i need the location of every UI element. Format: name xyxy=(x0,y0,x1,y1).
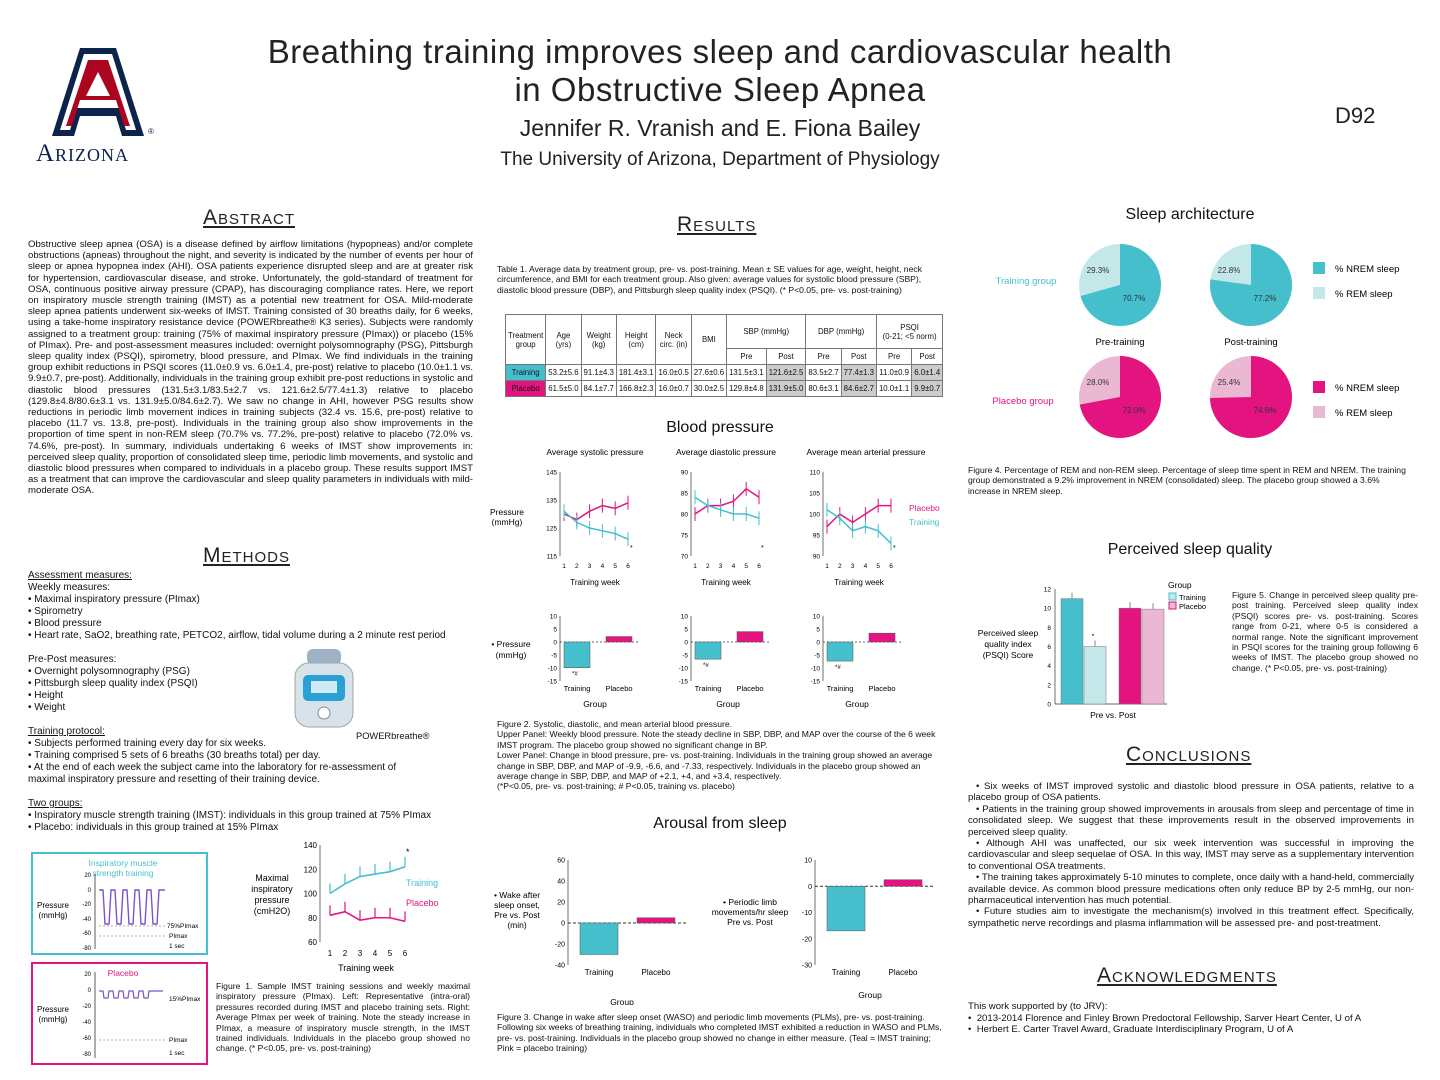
y-tick-label: 12 xyxy=(1043,586,1051,594)
x-tick-label: 1 xyxy=(825,563,829,570)
svg-text:PImax: PImax xyxy=(169,1037,188,1044)
series-line-placebo xyxy=(695,489,759,514)
x-tick-label: Training xyxy=(694,684,722,693)
sleep-architecture-heading: Sleep architecture xyxy=(1125,206,1255,223)
svg-text:inspiratory: inspiratory xyxy=(251,884,293,894)
x-tick-label: Placebo xyxy=(605,684,633,693)
pie-label-nrem: 70.7% xyxy=(1122,294,1146,303)
logo-wordmark: Arizona xyxy=(36,140,130,167)
svg-text:(min): (min) xyxy=(507,920,527,930)
y-tick-label: -5 xyxy=(814,652,820,660)
svg-text:(PSQI) Score: (PSQI) Score xyxy=(982,650,1034,660)
y-tick-label: 140 xyxy=(303,841,317,850)
results-heading: Results xyxy=(677,213,757,236)
svg-text:-40: -40 xyxy=(82,917,91,923)
x-tick-label: Training xyxy=(831,968,861,977)
figure2-caption: Figure 2. Systolic, diastolic, and mean arterial blood pressure. Upper Panel: Weekly blood pressure. Note the steady decline in SBP, DBP, and MAP over the course of the 6 week IMST program. The placebo group showed no significant change in BP. Lower Panel: Change in blood pressure, pre- vs. post-training. Individuals in the training group showed an average change in SBP, DBP, and MAP of -9.9, -6.6, and -7.33, respectively. Individuals in the placebo group showed an average change in SBP, DBP, and MAP of +2.1, +4, and +3.4, respectively. (*P<0.05, pre- vs. post-training; # P<0.05, training vs. placebo) xyxy=(497,719,936,792)
svg-text:Placebo: Placebo xyxy=(107,968,139,978)
svg-text:0: 0 xyxy=(87,988,91,994)
y-tick-label: 90 xyxy=(680,469,688,477)
affiliation: The University of Arizona, Department of Physiology xyxy=(500,149,940,170)
figure5-caption: Figure 5. Change in perceived sleep quality pre-post training. Perceived sleep quality index (PSQI) scores pre- vs. post-training. Scores range from 0-21, where 0-5 is considered a normal range. Note the significant improvement in PSQI scores for the training group following 6 weeks of IMST. The placebo group showed no change. (* P<0.05, pre- vs. post-training) xyxy=(1232,590,1418,673)
x-tick-label: Placebo xyxy=(888,968,918,977)
svg-text:• Pressure: • Pressure xyxy=(491,639,531,649)
y-tick-label: 60 xyxy=(557,857,565,865)
svg-text:Pressure: Pressure xyxy=(489,507,525,517)
y-tick-label: 0 xyxy=(808,883,812,891)
svg-text:Pre vs. Post: Pre vs. Post xyxy=(1090,710,1136,720)
y-tick-label: -30 xyxy=(801,962,812,970)
svg-text:Training week: Training week xyxy=(570,578,620,587)
svg-text:75%PImax: 75%PImax xyxy=(167,923,199,930)
bar-training xyxy=(827,642,853,661)
svg-text:Group: Group xyxy=(845,699,869,709)
x-tick-label: 4 xyxy=(863,563,868,570)
x-tick-label: 5 xyxy=(387,949,393,958)
x-tick-label: 5 xyxy=(876,563,881,570)
svg-text:®: ® xyxy=(148,127,154,136)
y-tick-label: -15 xyxy=(678,678,688,686)
figure1-caption: Figure 1. Sample IMST training sessions and weekly maximal inspiratory pressure (PImax). Left: Representative (intra-oral) pressures recorded during IMST and placebo training sets. Right: Average PImax per week of training. Note the steady increase in PImax, a measure of inspiratory muscle strength, in the IMST trained individuals. Individuals in the placebo group showed no change. (* P<0.05, pre- vs. post-training) xyxy=(216,981,470,1054)
bar-training xyxy=(580,923,618,955)
poster-code: D92 xyxy=(1335,103,1376,128)
y-tick-label: 75 xyxy=(680,532,688,540)
significance-mark: * xyxy=(1091,633,1095,641)
poster-title: Breathing training improves sleep and cardiovascular health in Obstructive Sleep Apnea xyxy=(267,33,1173,108)
figure3-caption: Figure 3. Change in wake after sleep onset (WASO) and periodic limb movements (PLMs), pre- vs. post-training. Following six weeks of breathing training, individuals who completed IMST exhibited a reduction in WASO and PLMs, pre- vs. post-training. Individuals in the placebo group showed no change in either measure. (Teal = IMST training; Pink = placebo training) xyxy=(497,1012,942,1054)
powerbreathe-device-image xyxy=(285,645,360,735)
sleep-architecture-charts xyxy=(975,230,1435,460)
x-tick-label: 2 xyxy=(342,949,348,958)
bp-charts xyxy=(485,440,955,715)
significance-mark: *# xyxy=(572,671,578,678)
series-line-placebo xyxy=(564,503,628,520)
y-tick-label: 10 xyxy=(680,613,688,621)
y-tick-label: 10 xyxy=(549,613,557,621)
x-tick-label: 2 xyxy=(574,563,579,570)
y-tick-label: 85 xyxy=(680,490,688,498)
svg-text:Perceived sleep: Perceived sleep xyxy=(977,628,1039,638)
pie-label-rem: 22.8% xyxy=(1217,266,1241,275)
svg-text:Training week: Training week xyxy=(701,578,751,587)
x-tick-label: 3 xyxy=(357,949,363,958)
svg-text:(mmHg): (mmHg) xyxy=(38,1015,68,1024)
y-tick-label: 90 xyxy=(812,553,820,561)
svg-text:Pressure: Pressure xyxy=(36,901,70,910)
y-tick-label: 125 xyxy=(546,525,557,533)
bar-training xyxy=(827,886,865,931)
x-tick-label: Training xyxy=(563,684,591,693)
y-tick-label: 10 xyxy=(804,857,812,865)
placebo-trace-panel xyxy=(31,962,208,1065)
x-tick-label: 4 xyxy=(731,563,736,570)
y-tick-label: -20 xyxy=(554,941,565,949)
x-tick-label: 3 xyxy=(718,563,723,570)
y-tick-label: 5 xyxy=(553,626,557,634)
x-tick-label: 6 xyxy=(757,563,761,570)
methods-heading: Methods xyxy=(203,544,290,567)
svg-text:% REM sleep: % REM sleep xyxy=(1335,289,1393,300)
authors: Jennifer R. Vranish and E. Fiona Bailey xyxy=(519,115,921,141)
x-tick-label: 2 xyxy=(837,563,842,570)
svg-text:PImax: PImax xyxy=(169,933,188,940)
y-tick-label: 115 xyxy=(546,553,557,561)
series-line-training xyxy=(564,511,628,539)
pimax-chart xyxy=(240,835,460,975)
y-tick-label: 145 xyxy=(546,469,557,477)
svg-text:Average diastolic pressure: Average diastolic pressure xyxy=(675,447,777,457)
y-tick-label: 8 xyxy=(1047,624,1051,632)
y-tick-label: 0 xyxy=(561,920,565,928)
x-tick-label: 1 xyxy=(693,563,697,570)
y-tick-label: 100 xyxy=(809,511,820,519)
bar-placebo xyxy=(869,633,895,642)
x-tick-label: Training xyxy=(584,968,614,977)
table1: Treatment group Age (yrs) Weight (kg) Height (cm) Neck circ. (in) BMI SBP (mmHg) DBP (mmHg) PSQI (0-21; <5 norm) Pre Post Pre Post Pre Post Training 53.2±5.6 91.1±4.3 181.4±3.1 16.0±0.5 27.6±0.6 131.5±3.1 121.6±2.5 83.5±2.7 77.4±1.3 11.0±0.9 6.0±1.4 Placebo 61.5±5.0 84.1±7.7 166.8±2.3 16.0±0.7 30.0±2.5 129.8±4.8 131.9±5.0 80.6±3.1 84.6±2.7 10.0±1.1 9.9±0.7 xyxy=(505,314,943,397)
y-tick-label: 0 xyxy=(553,639,557,647)
bar-placebo xyxy=(606,637,632,642)
svg-text:Average systolic pressure: Average systolic pressure xyxy=(546,447,644,457)
y-tick-label: 105 xyxy=(809,490,820,498)
svg-text:Maximal: Maximal xyxy=(255,873,289,883)
svg-text:-20: -20 xyxy=(82,1004,91,1010)
svg-text:20: 20 xyxy=(84,972,91,978)
svg-text:(mmHg): (mmHg) xyxy=(491,517,523,527)
y-tick-label: -10 xyxy=(801,910,812,917)
y-tick-label: 60 xyxy=(308,938,317,947)
y-tick-label: 2 xyxy=(1047,682,1051,690)
pie-label-rem: 29.3% xyxy=(1086,266,1110,275)
svg-text:-80: -80 xyxy=(82,1052,91,1058)
svg-text:Placebo: Placebo xyxy=(909,503,940,513)
pie-label-rem: 28.0% xyxy=(1086,378,1110,387)
svg-text:quality index: quality index xyxy=(984,639,1032,649)
arousal-heading: Arousal from sleep xyxy=(653,815,787,832)
svg-text:Training week: Training week xyxy=(338,963,394,973)
svg-text:(cmH2O): (cmH2O) xyxy=(253,906,291,916)
x-tick-label: 6 xyxy=(889,563,893,570)
svg-text:Inspiratory muscle: Inspiratory muscle xyxy=(88,858,158,868)
methods-list: Assessment measures: Weekly measures: • Maximal inspiratory pressure (PImax) • Spirometry • Blood pressure • Heart rate, SaO2, breathing rate, PETCO2, airflow, tidal volume during a 2 minute rest period Pre-Post measures: • Overnight polysomnography (PSG) • Pittsburgh sleep quality index (PSQI) • Height • Weight Training protocol: • Subjects performed training every day for six weeks. • Training comprised 5 sets of 6 breaths (30 breaths total) per day. • At the end of each week the subject came into the laboratory for re-assessment of maximal inspiratory pressure and resetting of their training device. Two groups: • Inspiratory muscle strength training (IMST): individuals in this group trained at 75% PImax • Placebo: individuals in this group trained at 15% PImax xyxy=(28,570,446,833)
svg-text:1 sec: 1 sec xyxy=(169,1050,185,1057)
x-tick-label: Placebo xyxy=(736,684,764,693)
svg-text:(mmHg): (mmHg) xyxy=(38,911,68,920)
x-tick-label: 1 xyxy=(327,949,333,958)
y-tick-label: 10 xyxy=(1043,605,1051,613)
bp-heading: Blood pressure xyxy=(666,419,774,436)
x-tick-label: 2 xyxy=(705,563,710,570)
y-tick-label: 110 xyxy=(809,469,820,477)
y-tick-label: 40 xyxy=(557,878,565,886)
svg-text:Training: Training xyxy=(1179,593,1206,602)
y-tick-label: 4 xyxy=(1047,663,1051,671)
svg-text:pressure: pressure xyxy=(254,895,290,905)
svg-text:Group: Group xyxy=(858,990,882,1000)
svg-text:Pre vs. Post: Pre vs. Post xyxy=(494,910,540,920)
svg-text:movements/hr sleep: movements/hr sleep xyxy=(711,907,789,917)
svg-text:% NREM sleep: % NREM sleep xyxy=(1335,383,1400,394)
y-tick-label: -15 xyxy=(547,678,557,686)
bar-training xyxy=(695,642,721,659)
y-tick-label: 6 xyxy=(1047,644,1051,651)
psq-heading: Perceived sleep quality xyxy=(1107,541,1273,558)
bar-placebo xyxy=(637,918,675,923)
table-row-placebo: Placebo 61.5±5.0 84.1±7.7 166.8±2.3 16.0±0.7 30.0±2.5 129.8±4.8 131.9±5.0 80.6±3.1 84.6±2.7 10.0±1.1 9.9±0.7 xyxy=(506,381,943,397)
svg-text:Training: Training xyxy=(406,878,439,888)
abstract-heading: Abstract xyxy=(203,206,296,229)
significance-mark: * xyxy=(893,545,896,552)
figure4-caption: Figure 4. Percentage of REM and non-REM sleep. Percentage of sleep time spent in REM and NREM. The training group demonstrated a 9.2% improvement in NREM (consolidated) sleep. The placebo group showed a 3.6% increase in NREM sleep. xyxy=(968,465,1406,496)
svg-text:Placebo: Placebo xyxy=(406,898,439,908)
bar-training xyxy=(564,642,590,668)
y-tick-label: 5 xyxy=(684,626,688,634)
svg-text:-20: -20 xyxy=(82,902,91,908)
significance-mark: * xyxy=(761,545,764,552)
pie-label-nrem: 77.2% xyxy=(1253,294,1277,303)
y-tick-label: 100 xyxy=(303,889,317,899)
x-tick-label: Placebo xyxy=(868,684,896,693)
x-tick-label: Training xyxy=(826,684,854,693)
svg-text:Placebo group: Placebo group xyxy=(992,396,1054,407)
y-tick-label: 80 xyxy=(680,511,688,519)
x-tick-label: 4 xyxy=(600,563,605,570)
psq-chart xyxy=(965,575,1230,725)
significance-mark: *# xyxy=(703,663,709,670)
series-line-training xyxy=(330,867,405,894)
university-logo xyxy=(40,40,170,140)
y-tick-label: 95 xyxy=(812,532,820,540)
y-tick-label: 70 xyxy=(680,553,688,561)
conclusions-list: • Six weeks of IMST improved systolic and diastolic blood pressure in OSA patients, relative to a placebo group of OSA patients. • Patients in the training group showed improvements in arousals from sleep and percentage of time in consolidated sleep. We suggest that these improvements result in the observed improvements in perceived sleep quality. • Although AHI was unaffected, our six week intervention was successful in improving the cardiovascular and sleep sequelae of OSA. In this way, IMST may serve as a supplementary intervention to conventional OSA treatments. • The training takes approximately 5-10 minutes to complete, once daily with a hand-held, commercially available device. As common blood pressure medications often only reduce BP by 2-5 mmHg, our non-pharmaceutical intervention has much potential. • Future studies aim to investigate the mechanism(s) involved in this treatment effect. Specifically, sympathetic nerve recordings and plasma inflammation will be assessed pre- and post-treatment. xyxy=(968,781,1414,929)
bar-placebo xyxy=(737,632,763,642)
x-tick-label: 3 xyxy=(587,563,592,570)
svg-text:(mmHg): (mmHg) xyxy=(495,650,527,660)
y-tick-label: 10 xyxy=(812,613,820,621)
conclusions-heading: Conclusions xyxy=(1126,743,1252,766)
x-tick-label: 4 xyxy=(372,949,378,958)
x-tick-label: 6 xyxy=(626,563,630,570)
y-tick-label: 0 xyxy=(684,639,688,647)
series-line-placebo xyxy=(330,912,405,922)
x-tick-label: Placebo xyxy=(641,968,671,977)
y-tick-label: 20 xyxy=(557,899,565,907)
bar-training-pre xyxy=(1061,599,1083,704)
svg-text:Group: Group xyxy=(1168,580,1192,590)
pie-label-nrem: 74.6% xyxy=(1253,406,1277,415)
x-tick-label: 5 xyxy=(613,563,618,570)
svg-text:Group: Group xyxy=(716,699,740,709)
y-tick-label: -10 xyxy=(678,665,688,673)
acknowledgments-heading: Acknowledgments xyxy=(1097,964,1277,987)
abstract-text: Obstructive sleep apnea (OSA) is a disease defined by airflow limitations (hypopneas) and/or complete obstructions (apneas) throughout the night, and severity is indicated by the number of events per hour of sleep or apnea hypopnea index (AHI). OSA patients experience disrupted sleep and are at greater risk for hypertension, cardiovascular disease, and stroke. Unfortunately, the gold-standard of treatment for OSA, continuous positive airway pressure (CPAP), has discouraging compliance rates. Here, we report on inspiratory muscle strength training (IMST) as a potential new treatment for OSA. Mild-moderate sleep apnea patients underwent six-weeks of IMST. Training consisted of 30 breaths daily, for 6 weeks, using a take-home inspiratory resistance device (POWERbreathe® K3 series). Subjects were randomly assigned to a treatment group: training (75% of maximal inspiratory pressure (PImax)) or placebo (15% of PImax). Pre- and post-assessment measures included: overnight polysomnography (PSG), Pittsburgh sleep quality index (PSQI), spirometry, blood pressure, and PImax. We find individuals in the training group exhibit reductions in PSQI scores (11.0±0.9 vs. 6.0±1.4, pre-post) relative to placebo (10.0±1.1 vs. 9.9±0.7, pre-post). Additionally, individuals in the training group exhibit pre-post reductions in systolic and diastolic blood pressures (131.5±3.1/83.5±2.7 vs. 121.6±2.5/77.4±1.3) relative to placebo (129.8±4.8/80.6±3.1 vs. 131.9±5.0/84.6±2.7). We saw no change in AHI, however PSG results show reductions in periodic limb movement indices in training subjects (32.4 vs. 15.6, pre-post) relative to placebo (11.7 vs. 13.8, pre-post). Individuals in the training group also show improvements in the proportion of time spent in non-REM sleep (70.7% vs. 77.2%, pre-post) relative to placebo (72.0% vs. 74.6%, pre-post). In summary, individuals undertaking 6 weeks of IMST show improvements in: perceived sleep quality, proportion of consolidated sleep time, periodic limb movements, and systolic and diastolic blood pressures when compared to individuals in a placebo group. These results support IMST as a treatment that can improve the cardiovascular and sleep quality parameters in individuals with mild-moderate OSA. xyxy=(28,239,473,497)
arousal-charts xyxy=(485,845,955,1005)
svg-text:Post-training: Post-training xyxy=(1224,337,1278,348)
svg-text:0: 0 xyxy=(87,888,91,894)
table-row-training: Training 53.2±5.6 91.1±4.3 181.4±3.1 16.0±0.5 27.6±0.6 131.5±3.1 121.6±2.5 83.5±2.7 77.4±1.3 11.0±0.9 6.0±1.4 xyxy=(506,365,943,381)
y-tick-label: -10 xyxy=(547,665,557,673)
svg-text:*: * xyxy=(406,847,410,857)
acknowledgments-list: This work supported by (to JRV): • 2013-2014 Florence and Finley Brown Predoctoral Fellowship, Sarver Heart Center, U of A • Herbert E. Carter Travel Award, Graduate Interdisciplinary Program, U of A xyxy=(968,1001,1362,1036)
bar-placebo-pre xyxy=(1119,608,1141,704)
x-tick-label: 5 xyxy=(744,563,749,570)
svg-text:• Periodic limb: • Periodic limb xyxy=(723,897,777,907)
pie-label-rem: 25.4% xyxy=(1217,378,1241,387)
y-tick-label: 80 xyxy=(308,913,317,923)
y-tick-label: -5 xyxy=(551,652,557,660)
svg-text:Training group: Training group xyxy=(995,276,1057,287)
svg-text:Pre vs. Post: Pre vs. Post xyxy=(727,917,773,927)
x-tick-label: 6 xyxy=(402,949,408,958)
svg-text:sleep onset,: sleep onset, xyxy=(494,900,540,910)
svg-text:1 sec: 1 sec xyxy=(169,943,185,950)
y-tick-label: -40 xyxy=(554,962,565,970)
y-tick-label: -15 xyxy=(810,678,820,686)
y-tick-label: 0 xyxy=(816,639,820,647)
svg-text:Placebo: Placebo xyxy=(1179,602,1207,611)
y-tick-label: 0 xyxy=(1047,701,1051,709)
bar-placebo xyxy=(884,880,922,887)
bar-placebo-post xyxy=(1142,609,1164,704)
svg-text:Group: Group xyxy=(583,699,607,709)
imst-trace-panel xyxy=(31,852,208,955)
y-tick-label: 135 xyxy=(546,497,557,505)
y-tick-label: 120 xyxy=(303,865,317,875)
svg-text:Training week: Training week xyxy=(834,578,884,587)
svg-text:Pre-training: Pre-training xyxy=(1095,337,1145,348)
svg-text:% NREM sleep: % NREM sleep xyxy=(1335,264,1400,275)
x-tick-label: 3 xyxy=(850,563,855,570)
svg-text:strength training: strength training xyxy=(92,868,154,878)
svg-text:-80: -80 xyxy=(82,946,91,952)
series-line-training xyxy=(827,510,891,544)
powerbreathe-label: POWERbreathe® xyxy=(356,731,430,741)
y-tick-label: -10 xyxy=(810,665,820,673)
y-tick-label: 5 xyxy=(816,626,820,634)
svg-text:15%PImax: 15%PImax xyxy=(169,996,201,1003)
x-tick-label: 1 xyxy=(562,563,566,570)
svg-text:Pressure: Pressure xyxy=(36,1005,70,1014)
svg-text:Training: Training xyxy=(909,517,940,527)
svg-text:-40: -40 xyxy=(82,1020,91,1026)
svg-text:20: 20 xyxy=(84,873,91,879)
svg-text:Group: Group xyxy=(610,997,634,1005)
y-tick-label: -20 xyxy=(801,936,812,944)
svg-text:• Wake after: • Wake after xyxy=(493,890,541,900)
bar-training-post xyxy=(1084,647,1106,705)
table1-caption: Table 1. Average data by treatment group, pre- vs. post-training. Mean ± SE values for age, weight, height, neck circumference, and BMI for each treatment group. Also given: average values for systolic blood pressure (SBP), diastolic blood pressure (DBP), and Pittsburgh sleep quality index (PSQI). (* P<0.05, pre- vs. post-training) xyxy=(497,264,922,295)
y-tick-label: -5 xyxy=(682,652,688,660)
significance-mark: * xyxy=(630,545,633,552)
pie-label-nrem: 72.0% xyxy=(1122,406,1146,415)
svg-text:-60: -60 xyxy=(82,931,91,937)
significance-mark: *# xyxy=(835,665,841,672)
svg-text:% REM sleep: % REM sleep xyxy=(1335,408,1393,419)
svg-text:-60: -60 xyxy=(82,1036,91,1042)
svg-text:Average mean arterial pressure: Average mean arterial pressure xyxy=(806,447,926,457)
